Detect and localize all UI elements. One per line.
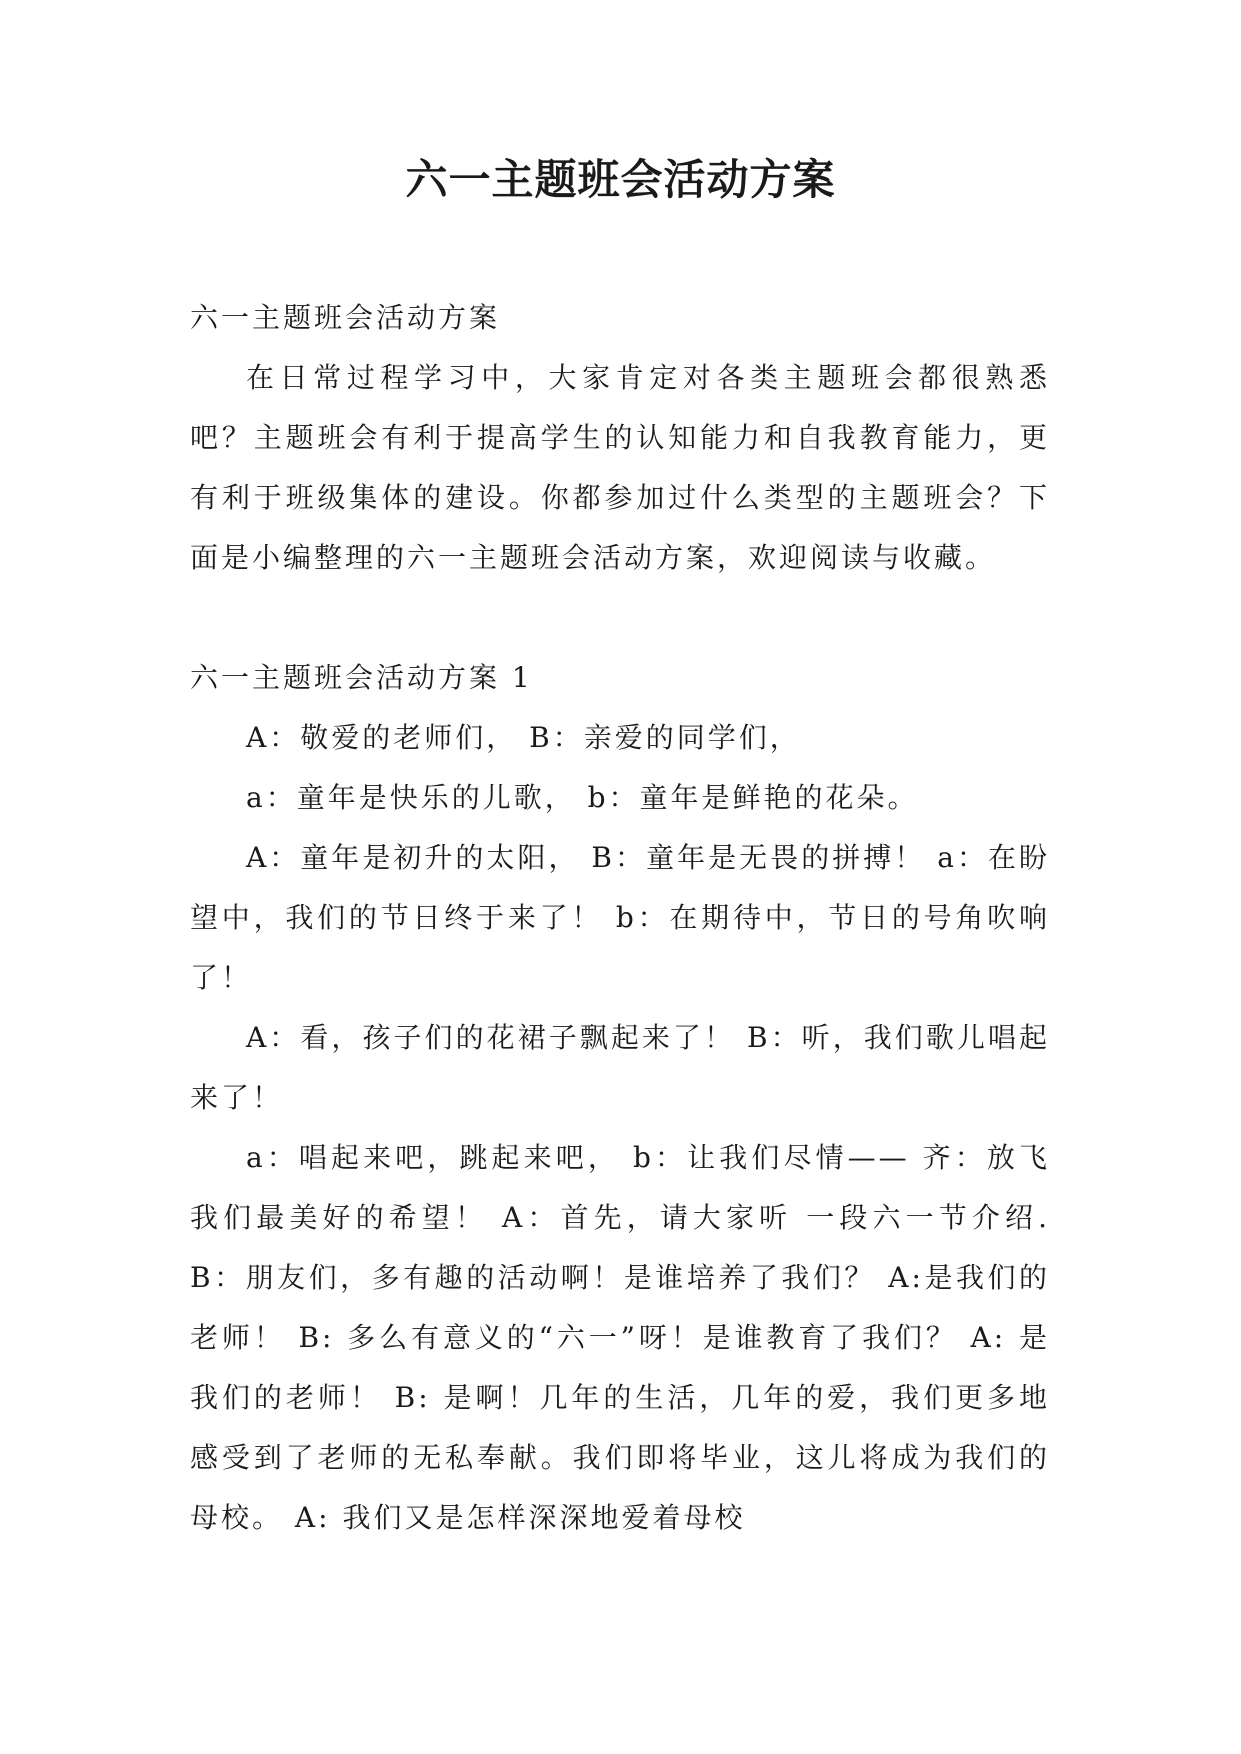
- body-paragraph: A：敬爱的老师们， B：亲爱的同学们，: [246, 721, 801, 754]
- body-paragraph: a：唱起来吧，跳起来吧， b：让我们尽情—— 齐：放飞我们最美好的希望！ A：首先，请大家听 一段六一节介绍. B：朋友们，多有趣的活动啊！是谁培养了我们？ A:是我们的老师！ B: 多么有意义的“六一”呀！是谁教育了我们？ A: 是我们的老师！ B: 是啊！几年的生活，几年的爱，我们更多地感受到了老师的无私奉献。我们即将毕业，这儿将成为我们的母校。 A: 我们又是怎样深深地爱着母校: [190, 1141, 1050, 1534]
- paragraph-spacer: [190, 588, 1050, 648]
- body-paragraph: A：童年是初升的太阳， B：童年是无畏的拼搏！ a：在盼望中，我们的节日终于来了！ b：在期待中，节日的号角吹响了！: [190, 841, 1050, 994]
- body-paragraph: a：童年是快乐的儿歌， b：童年是鲜艳的花朵。: [246, 781, 919, 814]
- section-1-heading: 六一主题班会活动方案 1: [190, 661, 533, 694]
- body-paragraph: A：看，孩子们的花裙子飘起来了！ B：听，我们歌儿唱起来了！: [190, 1021, 1050, 1114]
- document-body: [190, 288, 1050, 1548]
- section-heading: 六一主题班会活动方案: [190, 301, 501, 334]
- document-title: 六一主题班会活动方案: [405, 155, 836, 204]
- intro-paragraph: 在日常过程学习中，大家肯定对各类主题班会都很熟悉吧？主题班会有利于提高学生的认知能力和自我教育能力，更有利于班级集体的建设。你都参加过什么类型的主题班会？下面是小编整理的六一主题班会活动方案，欢迎阅读与收藏。: [190, 361, 1050, 574]
